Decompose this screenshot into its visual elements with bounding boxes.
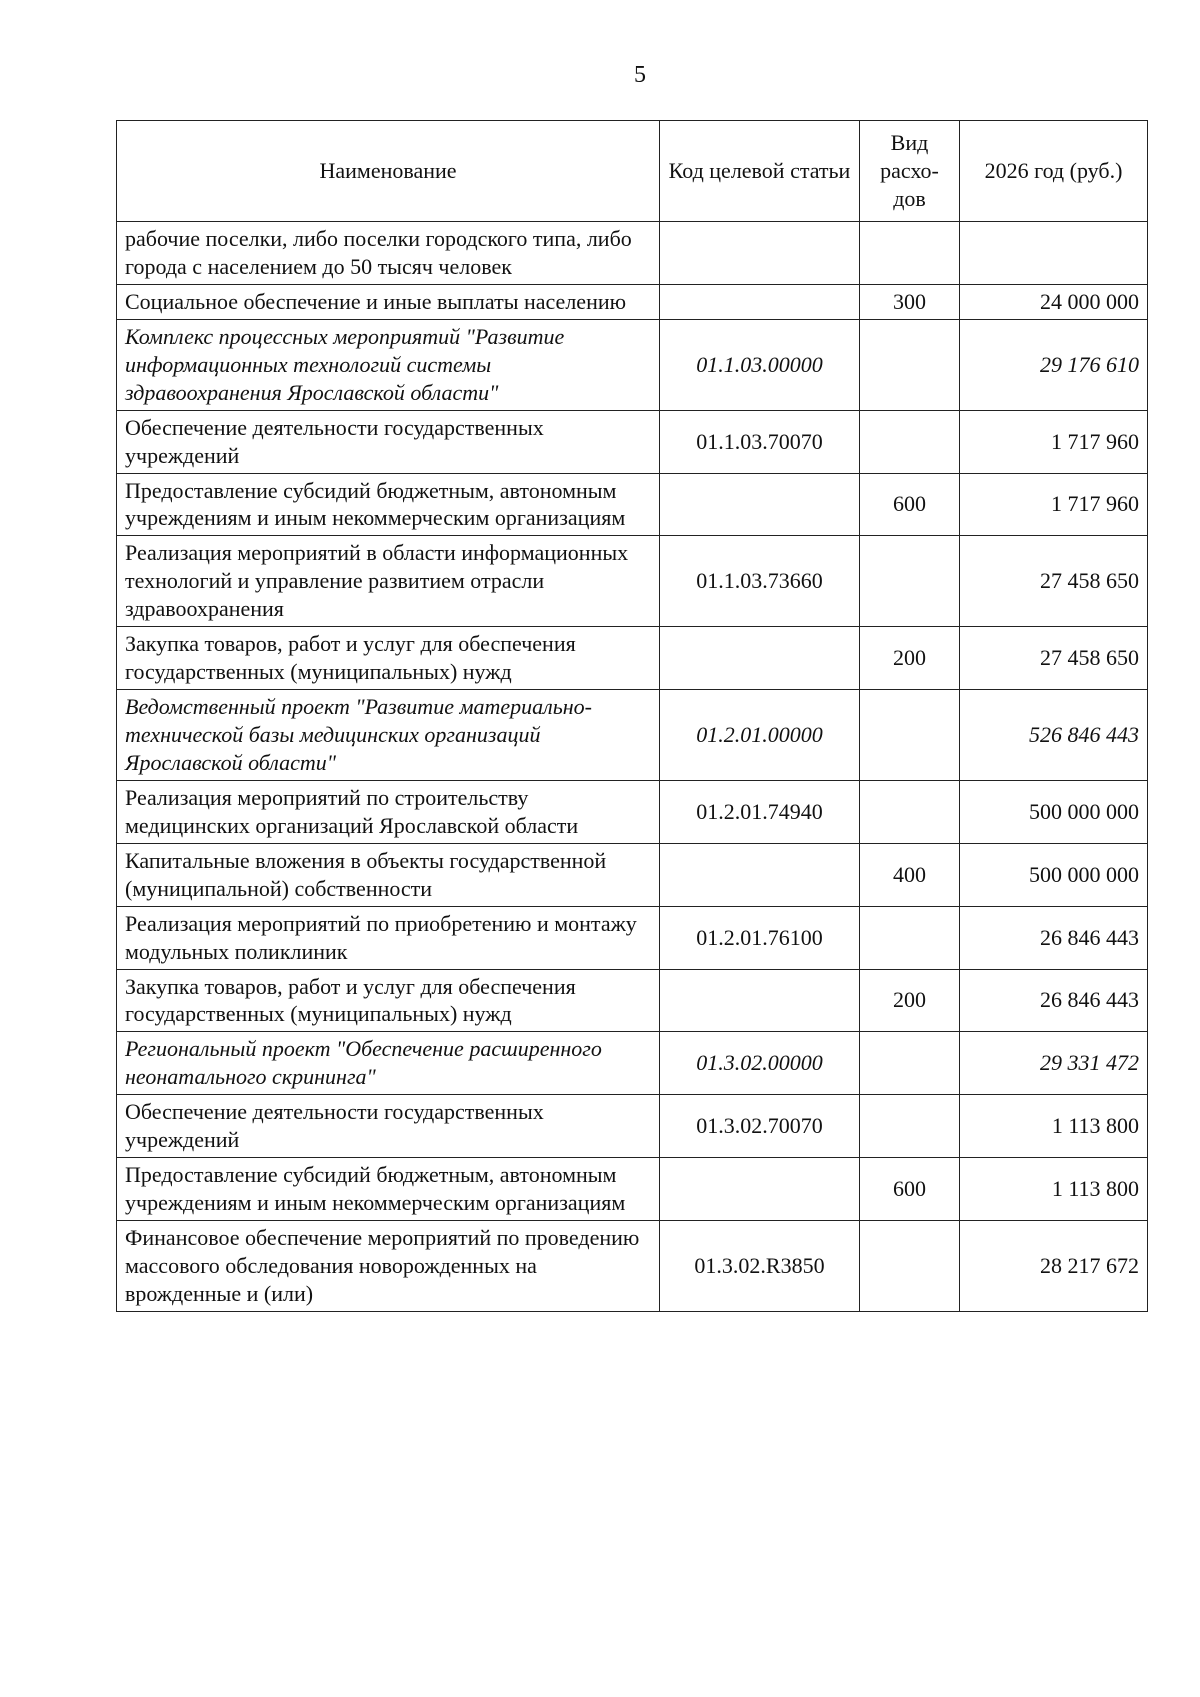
row-sum: 500 000 000 <box>960 843 1148 906</box>
table-row <box>117 410 1148 473</box>
table-header <box>117 121 1148 222</box>
row-sum: 29 176 610 <box>960 319 1148 410</box>
table-row <box>117 780 1148 843</box>
row-code: 01.1.03.70070 <box>660 410 860 473</box>
row-name: Региональный проект "Обеспечение расширенного неонатального скрининга" <box>117 1032 660 1095</box>
row-name: Предоставление субсидий бюджетным, автономным учреждениям и иным некоммерческим организациям <box>117 1158 660 1221</box>
row-kind: 200 <box>860 627 960 690</box>
row-sum: 1 717 960 <box>960 410 1148 473</box>
row-name: Обеспечение деятельности государственных учреждений <box>117 410 660 473</box>
row-sum: 26 846 443 <box>960 906 1148 969</box>
row-sum: 526 846 443 <box>960 690 1148 781</box>
row-name: Ведомственный проект "Развитие материально-технической базы медицинских организаций Ярославской области" <box>117 690 660 781</box>
row-sum: 24 000 000 <box>960 284 1148 319</box>
row-sum: 1 113 800 <box>960 1095 1148 1158</box>
row-kind <box>860 410 960 473</box>
row-name: Реализация мероприятий по приобретению и монтажу модульных поликлиник <box>117 906 660 969</box>
row-code: 01.2.01.74940 <box>660 780 860 843</box>
row-name: рабочие поселки, либо поселки городского типа, либо города с населением до 50 тысяч человек <box>117 222 660 285</box>
row-code: 01.1.03.00000 <box>660 319 860 410</box>
row-code: 01.2.01.00000 <box>660 690 860 781</box>
row-sum: 27 458 650 <box>960 627 1148 690</box>
row-name: Реализация мероприятий в области информационных технологий и управление развитием отрасли здравоохранения <box>117 536 660 627</box>
row-code: 01.2.01.76100 <box>660 906 860 969</box>
row-name: Закупка товаров, работ и услуг для обеспечения государственных (муниципальных) нужд <box>117 627 660 690</box>
table-row <box>117 1221 1148 1312</box>
row-code <box>660 473 860 536</box>
row-kind <box>860 906 960 969</box>
header-row <box>117 121 1148 222</box>
row-code <box>660 627 860 690</box>
table-row <box>117 319 1148 410</box>
row-name: Капитальные вложения в объекты государственной (муниципальной) собственности <box>117 843 660 906</box>
row-code: 01.1.03.73660 <box>660 536 860 627</box>
row-sum: 29 331 472 <box>960 1032 1148 1095</box>
row-name: Закупка товаров, работ и услуг для обеспечения государственных (муниципальных) нужд <box>117 969 660 1032</box>
row-code <box>660 1158 860 1221</box>
table-row <box>117 1032 1148 1095</box>
table-row <box>117 473 1148 536</box>
row-code <box>660 222 860 285</box>
row-kind: 200 <box>860 969 960 1032</box>
row-kind <box>860 222 960 285</box>
row-name: Обеспечение деятельности государственных учреждений <box>117 1095 660 1158</box>
table-row <box>117 284 1148 319</box>
table-row <box>117 222 1148 285</box>
row-sum <box>960 222 1148 285</box>
row-sum: 28 217 672 <box>960 1221 1148 1312</box>
row-kind <box>860 780 960 843</box>
row-name: Реализация мероприятий по строительству медицинских организаций Ярославской области <box>117 780 660 843</box>
row-name: Финансовое обеспечение мероприятий по проведению массового обследования новорожденных на врожденные и (или) <box>117 1221 660 1312</box>
row-kind <box>860 319 960 410</box>
row-sum: 500 000 000 <box>960 780 1148 843</box>
row-kind: 600 <box>860 1158 960 1221</box>
row-kind <box>860 1221 960 1312</box>
header-code: Код целевой статьи <box>660 121 860 222</box>
row-sum: 26 846 443 <box>960 969 1148 1032</box>
row-kind <box>860 690 960 781</box>
row-code <box>660 969 860 1032</box>
table-row <box>117 536 1148 627</box>
row-kind: 600 <box>860 473 960 536</box>
row-code <box>660 284 860 319</box>
row-code: 01.3.02.00000 <box>660 1032 860 1095</box>
budget-table <box>116 120 1148 1312</box>
row-code: 01.3.02.70070 <box>660 1095 860 1158</box>
row-sum: 27 458 650 <box>960 536 1148 627</box>
table-row <box>117 906 1148 969</box>
row-name: Комплекс процессных мероприятий "Развитие информационных технологий системы здравоохранения Ярославской области" <box>117 319 660 410</box>
table-body <box>117 222 1148 1312</box>
page-number: 5 <box>634 62 646 88</box>
table-row <box>117 843 1148 906</box>
header-kind: Вид расхо-дов <box>860 121 960 222</box>
table-row <box>117 1095 1148 1158</box>
table-row <box>117 690 1148 781</box>
row-kind: 300 <box>860 284 960 319</box>
table-row <box>117 627 1148 690</box>
row-code: 01.3.02.R3850 <box>660 1221 860 1312</box>
table-row <box>117 1158 1148 1221</box>
row-kind <box>860 1032 960 1095</box>
row-sum: 1 717 960 <box>960 473 1148 536</box>
row-name: Предоставление субсидий бюджетным, автономным учреждениям и иным некоммерческим организациям <box>117 473 660 536</box>
row-sum: 1 113 800 <box>960 1158 1148 1221</box>
header-sum: 2026 год (руб.) <box>960 121 1148 222</box>
row-code <box>660 843 860 906</box>
header-name: Наименование <box>117 121 660 222</box>
row-kind: 400 <box>860 843 960 906</box>
row-kind <box>860 1095 960 1158</box>
row-kind <box>860 536 960 627</box>
row-name: Социальное обеспечение и иные выплаты населению <box>117 284 660 319</box>
table-row <box>117 969 1148 1032</box>
